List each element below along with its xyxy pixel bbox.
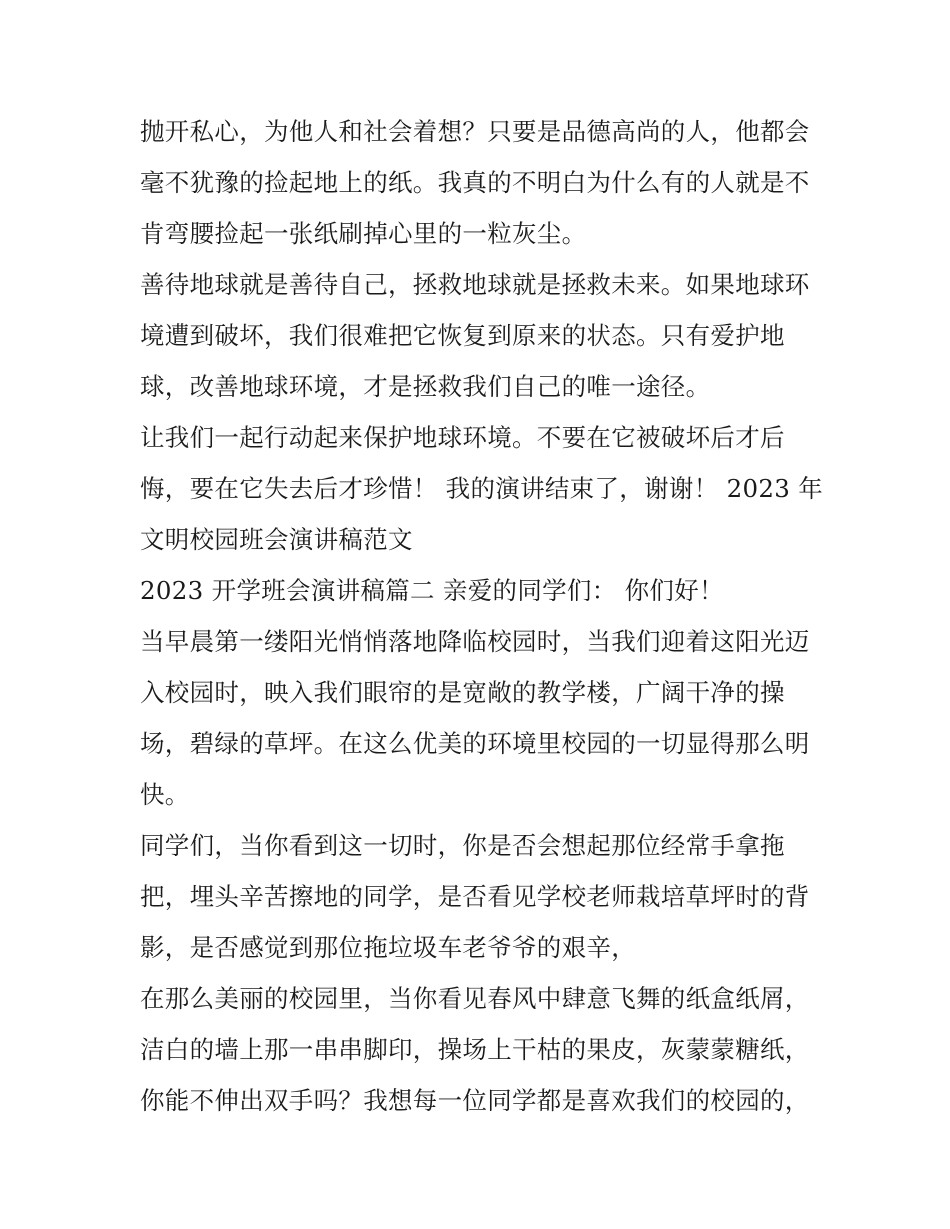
text-line: 同学们，当你看到这一切时，你是否会想起那位经常手拿拖 (140, 831, 785, 860)
text-line: 毫不犹豫的捡起地上的纸。我真的不明白为什么有的人就是不 (140, 168, 810, 197)
text-line: 让我们一起行动起来保护地球环境。不要在它被破坏后才后 (140, 423, 785, 452)
text-line: 快。 (140, 780, 190, 809)
text-line: 当早晨第一缕阳光悄悄落地降临校园时，当我们迎着这阳光迈 (140, 627, 810, 656)
text-line: 抛开私心，为他人和社会着想？只要是品德高尚的人，他都会 (140, 117, 810, 146)
text-line: 境遭到破坏，我们很难把它恢复到原来的状态。只有爱护地 (140, 321, 785, 350)
text-line: 把，埋头辛苦擦地的同学，是否看见学校老师栽培草坪时的背 (140, 882, 810, 911)
text-line: 悔，要在它失去后才珍惜！ 我的演讲结束了，谢谢！ 2023 年 (140, 474, 824, 503)
text-line: 场，碧绿的草坪。在这么优美的环境里校园的一切显得那么明 (140, 729, 810, 758)
text-line: 洁白的墙上那一串串脚印，操场上干枯的果皮，灰蒙蒙糖纸， (140, 1035, 810, 1064)
text-line: 善待地球就是善待自己，拯救地球就是拯救未来。如果地球环 (140, 270, 810, 299)
section-heading-line: 2023 开学班会演讲稿篇二 亲爱的同学们： 你们好！ (140, 576, 724, 605)
text-line: 你能不伸出双手吗？我想每一位同学都是喜欢我们的校园的， (140, 1086, 810, 1115)
text-line: 入校园时，映入我们眼帘的是宽敞的教学楼，广阔干净的操 (140, 678, 785, 707)
text-line: 球，改善地球环境，才是拯救我们自己的唯一途径。 (140, 372, 711, 401)
text-line: 文明校园班会演讲稿范文 (140, 525, 413, 554)
text-line: 在那么美丽的校园里，当你看见春风中肆意飞舞的纸盒纸屑， (140, 984, 810, 1013)
document-body (140, 106, 824, 1126)
text-line: 肯弯腰捡起一张纸刷掉心里的一粒灰尘。 (140, 219, 587, 248)
text-line: 影，是否感觉到那位拖垃圾车老爷爷的艰辛， (140, 933, 636, 962)
